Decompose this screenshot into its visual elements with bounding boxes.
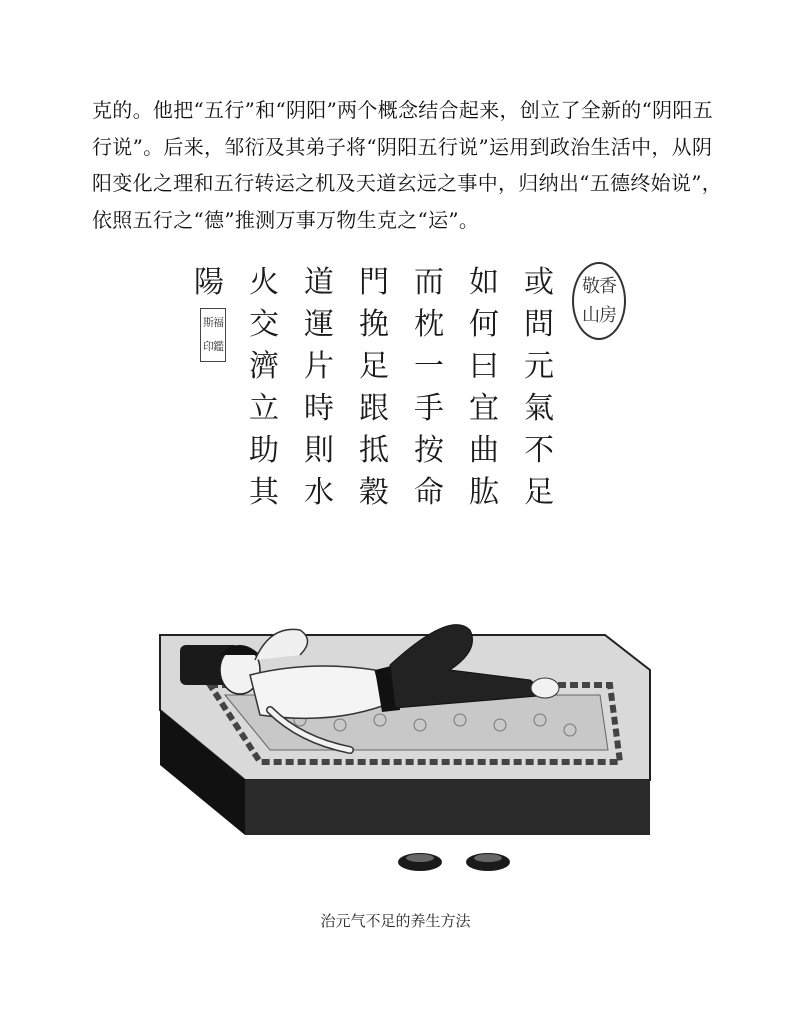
calligraphy-column	[410, 262, 448, 514]
calligraphy-char: 枕	[414, 307, 444, 342]
seal-char: 山	[582, 304, 600, 326]
calligraphy-column	[190, 262, 228, 304]
calligraphy-char: 立	[249, 391, 279, 426]
calligraphy-char: 抵	[359, 433, 389, 468]
calligraphy-char: 穀	[359, 475, 389, 510]
calligraphy-char: 氣	[524, 391, 554, 426]
paragraph-line: 克的。他把“五行”和“阴阳”两个概念结合起来，创立了全新的“阴阳五	[92, 98, 714, 122]
calligraphy-char: 其	[249, 475, 279, 510]
calligraphy-char: 門	[359, 265, 389, 300]
seal-char: 印	[203, 340, 214, 353]
calligraphy-char: 問	[524, 307, 554, 342]
calligraphy-column	[245, 262, 283, 514]
calligraphy-column	[520, 262, 558, 514]
calligraphy-char: 水	[304, 475, 334, 510]
seal-char: 鑑	[213, 340, 224, 353]
calligraphy-char: 運	[304, 307, 334, 342]
calligraphy-char: 命	[414, 475, 444, 510]
calligraphy-char: 挽	[359, 307, 389, 342]
calligraphy-char: 如	[469, 265, 499, 300]
calligraphy-char: 手	[414, 391, 444, 426]
paragraph-line: 行说”。后来，邹衍及其弟子将“阴阳五行说”运用到政治生活中，从阴	[92, 134, 713, 159]
calligraphy-char: 足	[524, 475, 554, 510]
calligraphy-block	[190, 262, 590, 510]
calligraphy-char: 元	[524, 349, 554, 384]
calligraphy-char: 片	[304, 349, 334, 384]
calligraphy-char: 助	[249, 433, 279, 468]
seal-char: 敬	[582, 275, 600, 297]
calligraphy-char: 交	[249, 307, 279, 342]
calligraphy-char: 一	[414, 349, 444, 384]
calligraphy-char: 則	[304, 433, 334, 468]
calligraphy-char: 道	[304, 265, 334, 300]
calligraphy-char: 足	[359, 349, 389, 384]
seal-char: 斯	[203, 316, 214, 329]
calligraphy-char: 按	[414, 433, 444, 468]
calligraphy-char: 濟	[249, 349, 279, 384]
calligraphy-char: 跟	[359, 391, 389, 426]
calligraphy-char: 時	[304, 391, 334, 426]
body-paragraph	[92, 92, 723, 238]
paragraph-line: 依照五行之“德”推测万事万物生克之“运”。	[92, 207, 480, 232]
calligraphy-char: 而	[414, 265, 444, 300]
calligraphy-char: 或	[524, 265, 554, 300]
paragraph-line: 阳变化之理和五行转运之机及天道玄远之事中，归纳出“五德终始说”，	[92, 171, 723, 195]
seal-char: 福	[213, 316, 224, 329]
figure-caption: 治元气不足的养生方法	[320, 912, 471, 930]
seal-char: 香	[599, 275, 617, 297]
calligraphy-char: 曲	[469, 433, 499, 468]
calligraphy-char: 宜	[469, 391, 499, 426]
calligraphy-column	[465, 262, 503, 514]
calligraphy-column	[300, 262, 338, 514]
calligraphy-char: 不	[524, 433, 554, 468]
reclining-figure-illustration	[150, 590, 660, 880]
calligraphy-char: 陽	[194, 265, 224, 300]
calligraphy-char: 肱	[469, 475, 499, 510]
seal-char: 房	[599, 304, 617, 326]
calligraphy-char: 何	[469, 307, 499, 342]
calligraphy-column	[355, 262, 393, 514]
calligraphy-char: 火	[249, 265, 279, 300]
calligraphy-char: 曰	[469, 349, 499, 384]
